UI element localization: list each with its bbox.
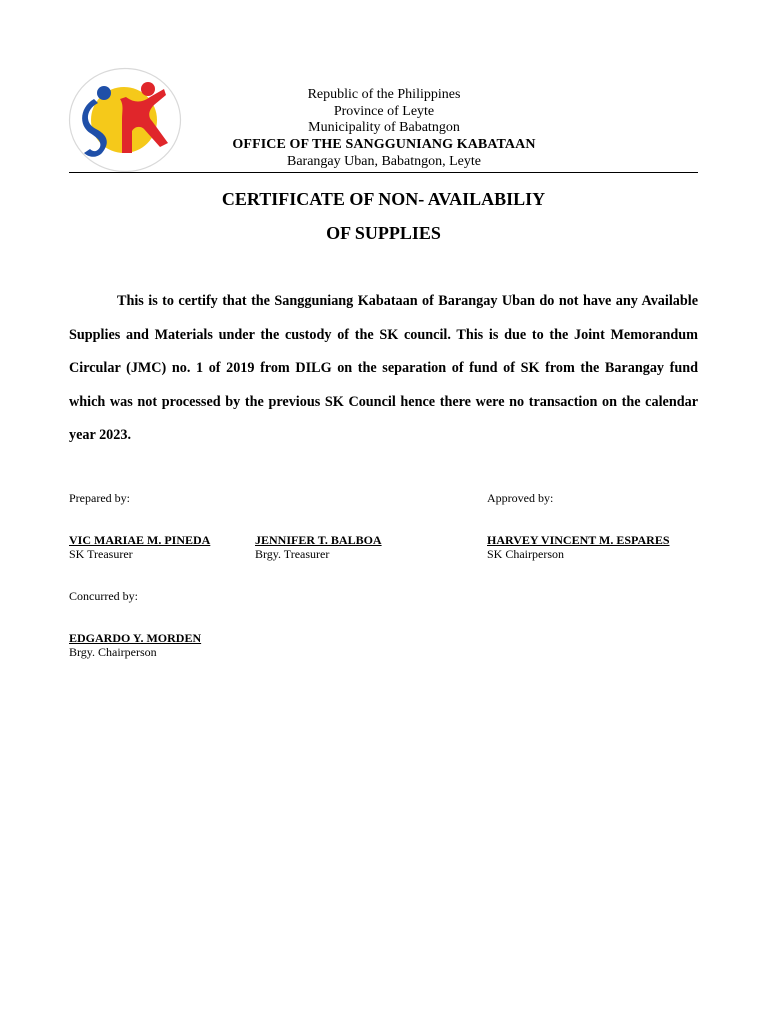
certificate-title-line2: OF SUPPLIES <box>326 223 441 243</box>
brgy-treasurer-position: Brgy. Treasurer <box>255 547 330 561</box>
prepared-by-label: Prepared by: <box>69 491 130 505</box>
brgy-chairperson-position: Brgy. Chairperson <box>69 645 157 659</box>
header-divider <box>69 172 698 173</box>
certificate-title-line1: CERTIFICATE OF NON- AVAILABILIY <box>221 189 546 209</box>
certificate-body: This is to certify that the Sangguniang Kabataan of Barangay Uban do not have any Available Supplies and Materials under the custody of the SK council. This is due to the Joint Memorandum Circular (JMC) no. 1 of 2019 from DILG on the separation of fund of SK from the Barangay fund which was not processed by the previous SK Council hence there were no transaction on the calendar year 2023. <box>69 293 698 444</box>
header-office: OFFICE OF THE SANGGUNIANG KABATAAN <box>232 137 536 153</box>
brgy-chairperson-name: EDGARDO Y. MORDEN <box>69 631 202 645</box>
concurred-by-label: Concurred by: <box>69 589 138 603</box>
sk-treasurer-position: SK Treasurer <box>69 547 133 561</box>
header-municipality: Municipality of Babatngon <box>308 120 460 136</box>
sk-chairperson-position: SK Chairperson <box>487 547 564 561</box>
letterhead <box>180 87 588 171</box>
header-province: Province of Leyte <box>333 103 435 119</box>
header-address: Barangay Uban, Babatngon, Leyte <box>287 153 481 169</box>
brgy-treasurer-name: JENNIFER T. BALBOA <box>255 533 382 547</box>
sk-logo-icon <box>68 67 183 173</box>
sk-chairperson-name: HARVEY VINCENT M. ESPARES <box>487 533 670 547</box>
header-country: Republic of the Philippines <box>307 87 461 102</box>
sk-treasurer-name: VIC MARIAE M. PINEDA <box>69 533 211 547</box>
approved-by-label: Approved by: <box>487 491 554 505</box>
